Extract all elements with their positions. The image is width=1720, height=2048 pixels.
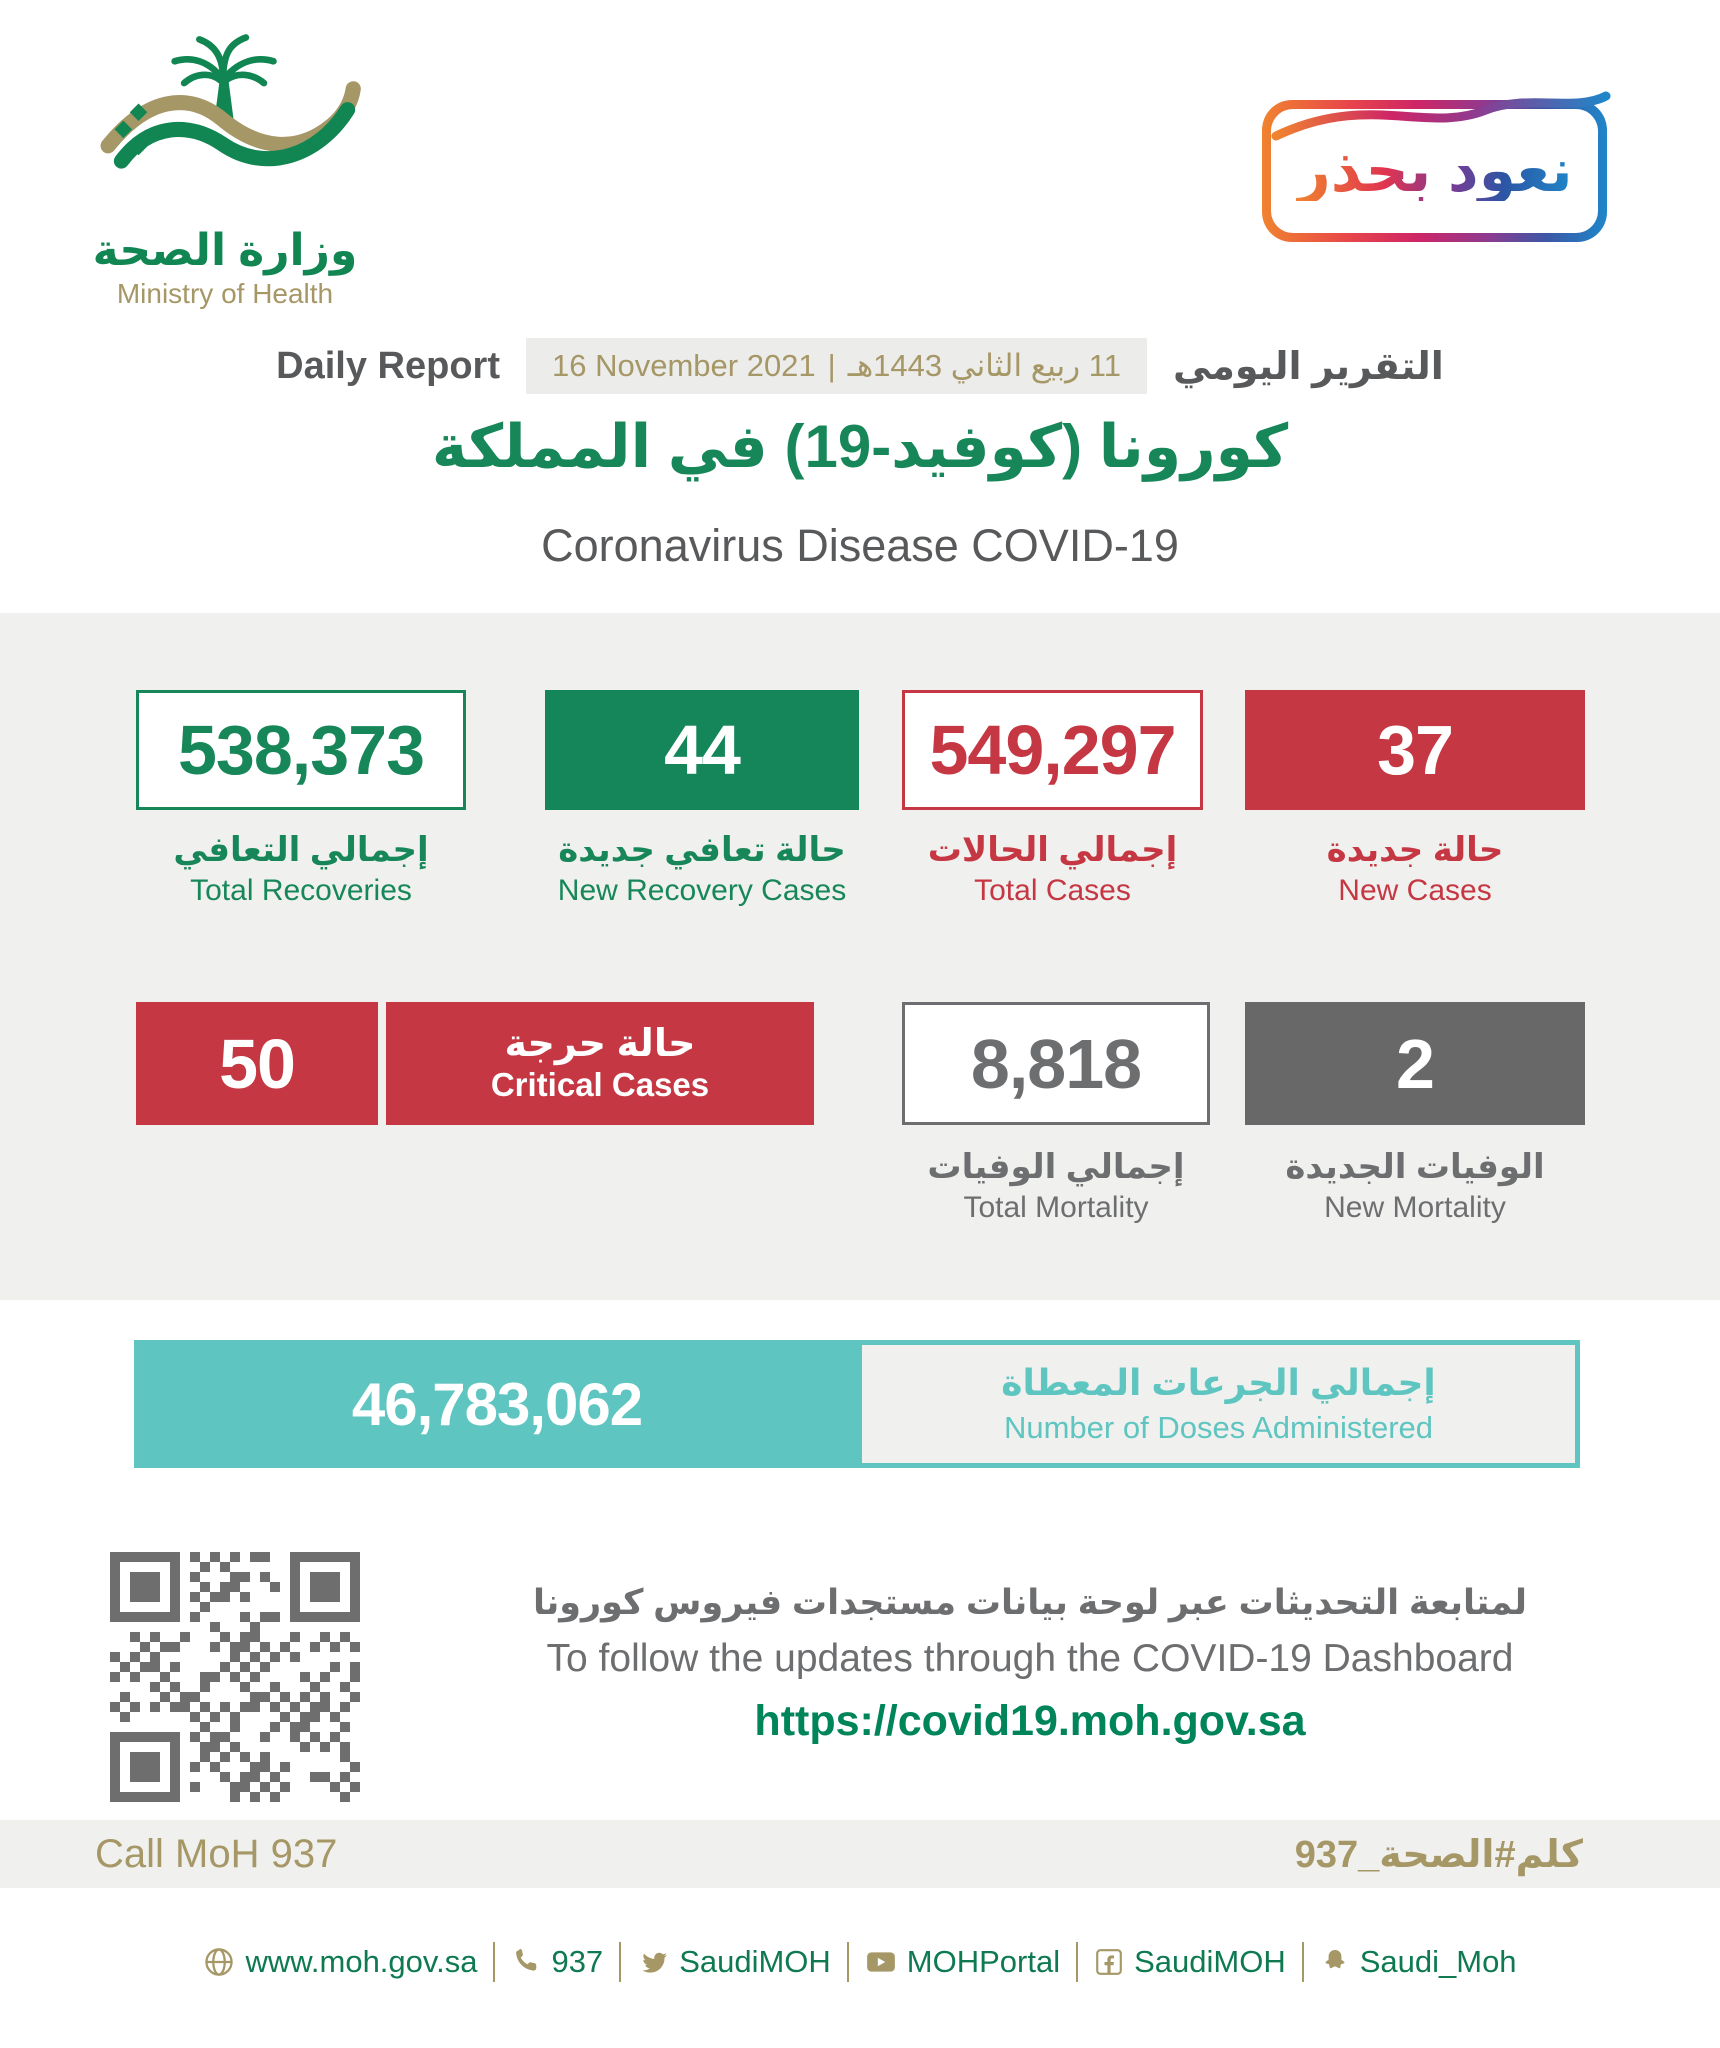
stat-critical-cases-value [136, 1002, 378, 1125]
footer-social-bar [0, 1942, 1720, 1982]
globe-icon [203, 1946, 235, 1978]
moh-name-arabic: وزارة الصحة [92, 226, 358, 275]
new-mortality-box [1245, 1002, 1585, 1125]
stat-new-recovery-cases [545, 690, 859, 907]
footer-separator [847, 1942, 849, 1982]
footer-item-facebook[interactable]: SaudiMOH [1094, 1944, 1286, 1980]
moh-logo-icon [70, 28, 380, 218]
dashboard-info [400, 1583, 1660, 1746]
page-title-english: Coronavirus Disease COVID-19 [541, 520, 1179, 571]
new-recovery-cases-label: حالة تعافي جديدة New Recovery Cases [557, 831, 847, 907]
new-cases-label: حالة جديدة New Cases [1326, 831, 1504, 907]
total-cases-label: إجمالي الحالات Total Cases [927, 831, 1178, 907]
footer-item-phone[interactable]: 937 [511, 1944, 603, 1980]
stat-critical-cases-label [386, 1002, 814, 1125]
doses-administered-bar [134, 1340, 1580, 1468]
footer-item-twitter[interactable]: SaudiMOH [637, 1944, 831, 1980]
total-mortality-value: 8,818 [970, 1024, 1142, 1103]
stat-total-mortality [902, 1002, 1210, 1224]
total-recoveries-box [136, 690, 466, 810]
stats-section [0, 613, 1720, 1300]
total-recoveries-value: 538,373 [177, 711, 425, 789]
dashboard-url-link[interactable]: https://covid19.moh.gov.sa [754, 1697, 1306, 1745]
badge-text: نعود بحذر [1296, 137, 1573, 204]
report-header-row [0, 338, 1720, 394]
footer-item-snapchat[interactable]: Saudi_Moh [1320, 1944, 1517, 1980]
report-date-chip [526, 338, 1147, 394]
qr-code [110, 1552, 360, 1802]
total-recoveries-label: إجمالي التعافي Total Recoveries [173, 831, 429, 907]
call-moh-text: Call MoH 937 [95, 1831, 338, 1876]
new-recovery-cases-box [545, 690, 859, 810]
total-mortality-box [902, 1002, 1210, 1125]
twitter-icon [637, 1947, 669, 1977]
date-gregorian: 16 November 2021 [552, 348, 816, 383]
date-separator: | [827, 348, 836, 383]
new-cases-value: 37 [1377, 711, 1453, 789]
total-mortality-label: إجمالي الوفيات Total Mortality [927, 1148, 1185, 1224]
doses-value: 46,783,062 [351, 1370, 643, 1438]
daily-report-label-en: Daily Report [276, 344, 500, 387]
footer-separator [493, 1942, 495, 1982]
dashboard-line-arabic: لمتابعة التحديثات عبر لوحة بيانات مستجدات فيروس كورونا [532, 1583, 1528, 1622]
critical-cases-label-box: حالة حرجة Critical Cases [386, 1002, 814, 1125]
daily-report-label-ar: التقرير اليومي [1172, 345, 1444, 388]
footer-item-website[interactable]: www.moh.gov.sa [203, 1944, 477, 1980]
new-cases-box [1245, 690, 1585, 810]
stat-total-recoveries [136, 690, 466, 907]
critical-cases-box [136, 1002, 378, 1125]
hashtag-text: كلم#الصحة_937 [1294, 1833, 1583, 1876]
badge-swoosh-icon [1258, 84, 1614, 150]
snapchat-icon [1320, 1947, 1350, 1977]
page-title-arabic: كورونا (كوفيد-19) في المملكة [431, 413, 1289, 480]
facebook-icon [1094, 1947, 1124, 1977]
date-hijri: 11 ربيع الثاني 1443هـ [847, 348, 1121, 383]
stat-new-cases [1245, 690, 1585, 907]
doses-label-panel: إجمالي الجرعات المعطاة Number of Doses Administered [862, 1345, 1575, 1463]
return-with-caution-badge [1262, 100, 1607, 242]
phone-icon [511, 1947, 541, 1977]
footer-separator [619, 1942, 621, 1982]
new-mortality-value: 2 [1396, 1024, 1434, 1103]
footer-separator [1302, 1942, 1304, 1982]
moh-logo-block [70, 28, 380, 310]
total-cases-box [902, 690, 1203, 810]
call-moh-band [0, 1820, 1720, 1888]
total-cases-value: 549,297 [929, 711, 1176, 789]
youtube-icon [865, 1947, 897, 1977]
dashboard-line-english: To follow the updates through the COVID-19 Dashboard [546, 1637, 1514, 1680]
critical-cases-value: 50 [219, 1024, 295, 1103]
stat-total-cases [902, 690, 1203, 907]
new-recovery-cases-value: 44 [664, 711, 740, 789]
new-mortality-label: الوفيات الجديدة New Mortality [1285, 1148, 1545, 1224]
moh-name-english: Ministry of Health [116, 278, 334, 309]
footer-item-youtube[interactable]: MOHPortal [865, 1944, 1060, 1980]
stat-new-mortality [1245, 1002, 1585, 1224]
footer-separator [1076, 1942, 1078, 1982]
